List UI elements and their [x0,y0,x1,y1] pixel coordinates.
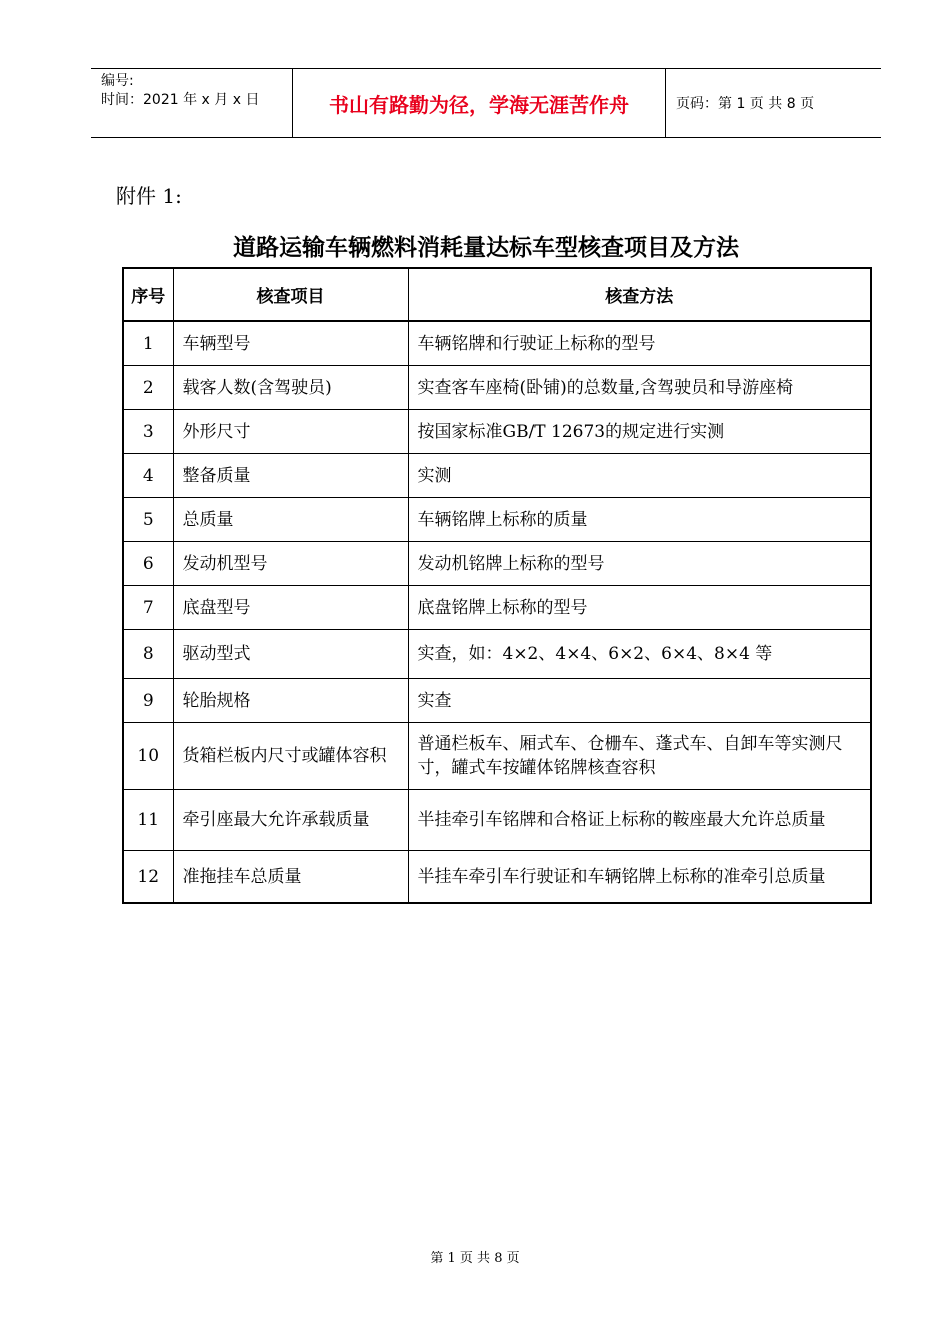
document-title: 道路运输车辆燃料消耗量达标车型核查项目及方法 [233,235,739,261]
row-method: 实查，如：4×2、4×4、6×2、6×4、8×4 等 [408,630,871,679]
document-header [91,68,881,138]
page-footer: 第 1 页 共 8 页 [430,1251,520,1266]
row-item: 外形尺寸 [173,410,408,454]
row-no: 9 [123,679,173,723]
row-method: 底盘铭牌上标称的型号 [408,586,871,630]
table-row [123,630,871,679]
row-method: 普通栏板车、厢式车、仓栅车、蓬式车、自卸车等实测尺寸，罐式车按罐体铭牌核查容积 [408,723,871,790]
row-method: 实查客车座椅(卧铺)的总数量,含驾驶员和导游座椅 [408,366,871,410]
inspection-table [122,267,872,904]
attachment-label: 附件 1: [116,184,182,208]
row-no: 8 [123,630,173,679]
table-row [123,366,871,410]
table-row [123,498,871,542]
row-no: 1 [123,321,173,366]
motto: 书山有路勤为径，学海无涯苦作舟 [329,92,629,117]
table-row [123,454,871,498]
header-page-cell [666,69,881,137]
row-no: 2 [123,366,173,410]
row-no: 10 [123,723,173,790]
row-item: 载客人数(含驾驶员) [173,366,408,410]
table-row [123,410,871,454]
table-row [123,679,871,723]
row-no: 12 [123,851,173,904]
row-item: 发动机型号 [173,542,408,586]
table-row [123,723,871,790]
time-label: 时间：2021 年 x 月 x 日 [101,92,260,108]
table-row [123,586,871,630]
row-method: 实查 [408,679,871,723]
row-method: 车辆铭牌上标称的质量 [408,498,871,542]
table-row [123,790,871,851]
row-method: 半挂车牵引车行驶证和车辆铭牌上标称的准牵引总质量 [408,851,871,904]
row-no: 6 [123,542,173,586]
table-row [123,542,871,586]
row-item: 驱动型式 [173,630,408,679]
header-no: 序号 [123,268,173,321]
row-method: 按国家标准GB/T 12673的规定进行实测 [408,410,871,454]
header-item: 核查项目 [173,268,408,321]
row-item: 底盘型号 [173,586,408,630]
row-method: 发动机铭牌上标称的型号 [408,542,871,586]
row-no: 11 [123,790,173,851]
row-method: 实测 [408,454,871,498]
table-row [123,851,871,904]
row-item: 货箱栏板内尺寸或罐体容积 [173,723,408,790]
row-item: 准拖挂车总质量 [173,851,408,904]
header-meta-cell [91,69,293,137]
header-method: 核查方法 [408,268,871,321]
row-no: 4 [123,454,173,498]
table-row [123,321,871,366]
row-item: 牵引座最大允许承载质量 [173,790,408,851]
number-label: 编号: [101,73,134,89]
row-no: 7 [123,586,173,630]
row-item: 整备质量 [173,454,408,498]
table-header-row [123,268,871,321]
row-item: 车辆型号 [173,321,408,366]
row-method: 半挂牵引车铭牌和合格证上标称的鞍座最大允许总质量 [408,790,871,851]
row-no: 5 [123,498,173,542]
row-item: 总质量 [173,498,408,542]
row-no: 3 [123,410,173,454]
page-code: 页码：第 1 页 共 8 页 [676,96,815,112]
row-method: 车辆铭牌和行驶证上标称的型号 [408,321,871,366]
row-item: 轮胎规格 [173,679,408,723]
header-motto-cell [293,69,666,137]
